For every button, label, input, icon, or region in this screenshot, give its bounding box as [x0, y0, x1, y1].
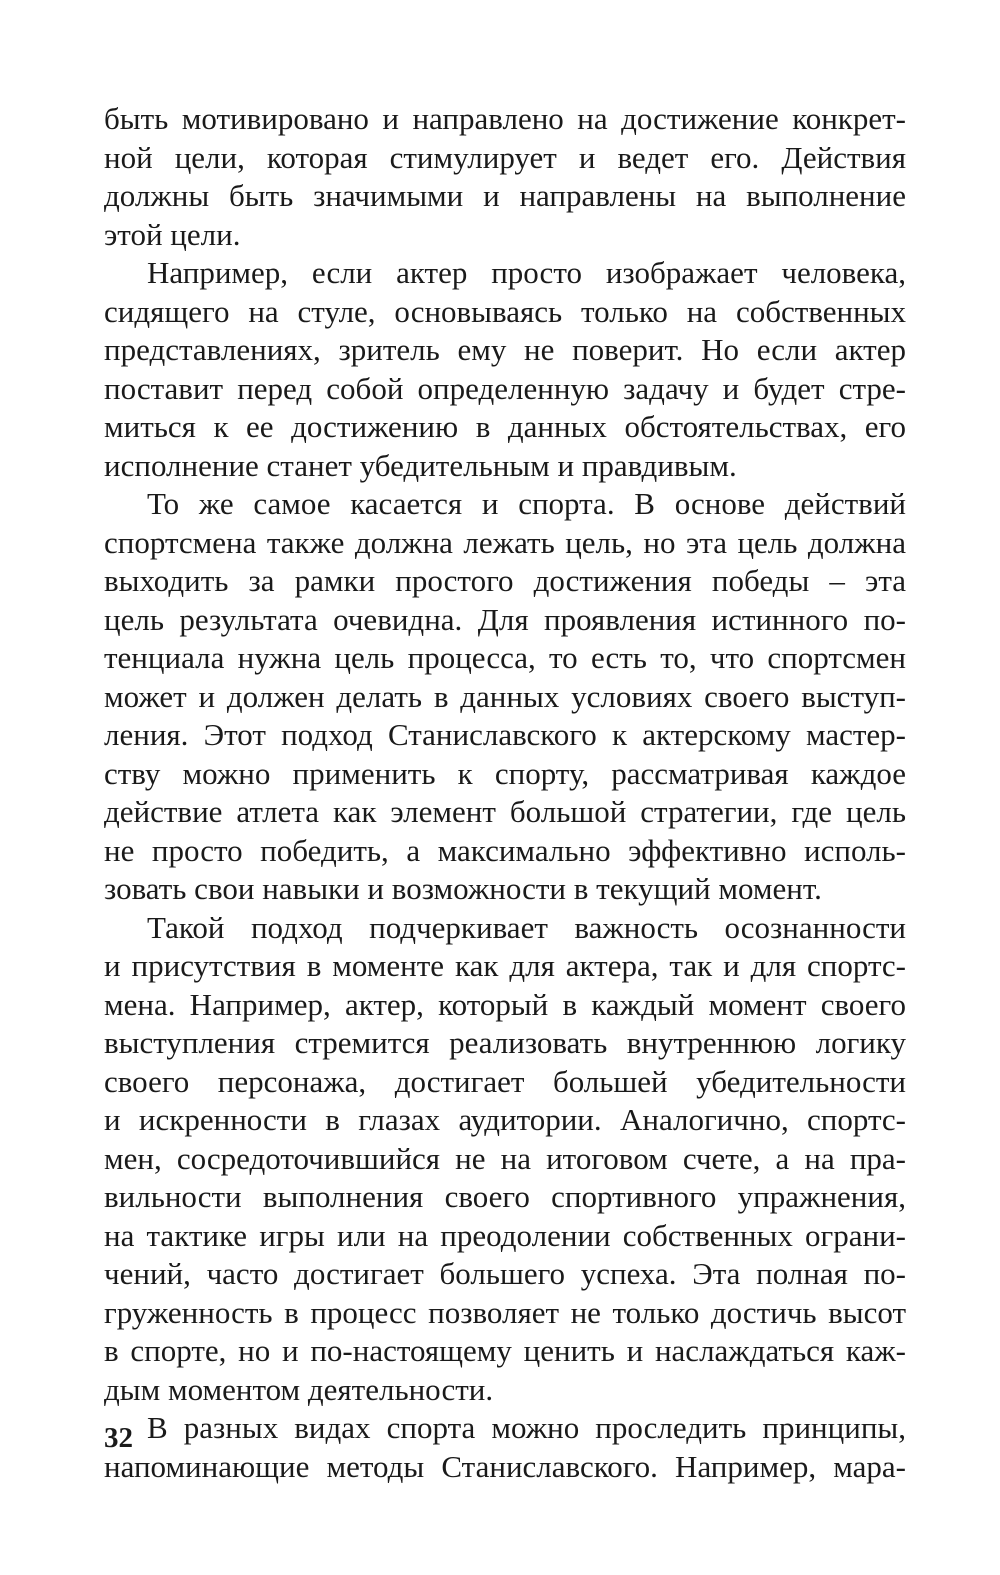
text-line: действие атлета как элемент большой стратегии, где цель: [104, 794, 906, 829]
text-line: и присутствия в моменте как для актера, так и для спортс-: [104, 948, 906, 983]
text-line: миться к ее достижению в данных обстоятельствах, его: [104, 409, 906, 444]
paragraph-1: [104, 100, 906, 254]
text-line: тенциала нужна цель процесса, то есть то, что спортсмен: [104, 640, 906, 675]
text-line: ления. Этот подход Станиславского к актерскому мастер-: [104, 717, 906, 752]
text-line: мен, сосредоточившийся не на итоговом счете, а на пра-: [104, 1140, 906, 1176]
text-line: вильности выполнения своего спортивного упражнения,: [104, 1179, 906, 1214]
text-line: своего персонажа, достигает большей убедительности: [104, 1063, 906, 1099]
body-text: [104, 100, 906, 1486]
paragraph-3: [104, 485, 906, 909]
text-line: на тактике игры или на преодолении собственных ограни-: [104, 1217, 906, 1253]
text-line: может и должен делать в данных условиях своего выступ-: [104, 678, 906, 714]
text-line: цель результата очевидна. Для проявления истинного по-: [104, 601, 906, 637]
text-line: дым моментом деятельности.: [104, 1371, 494, 1407]
text-line: должны быть значимыми и направлены на выполнение: [104, 178, 906, 213]
text-line: выходить за рамки простого достижения победы – эта: [104, 563, 906, 598]
text-line: этой цели.: [104, 216, 241, 252]
text-line: чений, часто достигает большего успеха. Эта полная по-: [104, 1256, 906, 1291]
text-line: выступления стремится реализовать внутреннюю логику: [104, 1025, 906, 1060]
text-line: Например, если актер просто изображает человека,: [147, 255, 906, 290]
text-line: поставит перед собой определенную задачу и будет стре-: [104, 370, 906, 406]
text-line: и искренности в глазах аудитории. Аналогично, спортс-: [104, 1102, 906, 1137]
text-line: мена. Например, актер, который в каждый момент своего: [104, 986, 906, 1022]
text-line: в спорте, но и по-настоящему ценить и наслаждаться каж-: [104, 1333, 906, 1368]
text-line: Такой подход подчеркивает важность осознанности: [147, 909, 906, 945]
page-number: 32: [104, 1422, 133, 1454]
text-line: В разных видах спорта можно проследить принципы,: [147, 1410, 906, 1445]
text-line: груженность в процесс позволяет не только достичь высот: [104, 1294, 906, 1330]
text-line: зовать свои навыки и возможности в текущий момент.: [104, 871, 822, 906]
text-line: То же самое касается и спорта. В основе действий: [147, 486, 906, 521]
paragraph-2: [104, 254, 906, 485]
text-line: ству можно применить к спорту, рассматривая каждое: [104, 755, 906, 791]
paragraph-4: [104, 909, 906, 1410]
text-line: напоминающие методы Станиславского. Например, мара-: [104, 1448, 906, 1484]
text-line: представлениях, зритель ему не поверит. Но если актер: [104, 332, 906, 367]
text-line: сидящего на стуле, основываясь только на собственных: [104, 293, 906, 329]
text-line: спортсмена также должна лежать цель, но эта цель должна: [104, 524, 906, 560]
text-line: исполнение станет убедительным и правдивым.: [104, 447, 737, 483]
text-line: быть мотивировано и направлено на достижение конкрет-: [104, 101, 906, 136]
paragraph-5: [104, 1409, 906, 1486]
text-line: не просто победить, а максимально эффективно исполь-: [104, 832, 906, 868]
text-line: ной цели, которая стимулирует и ведет его. Действия: [104, 139, 906, 175]
